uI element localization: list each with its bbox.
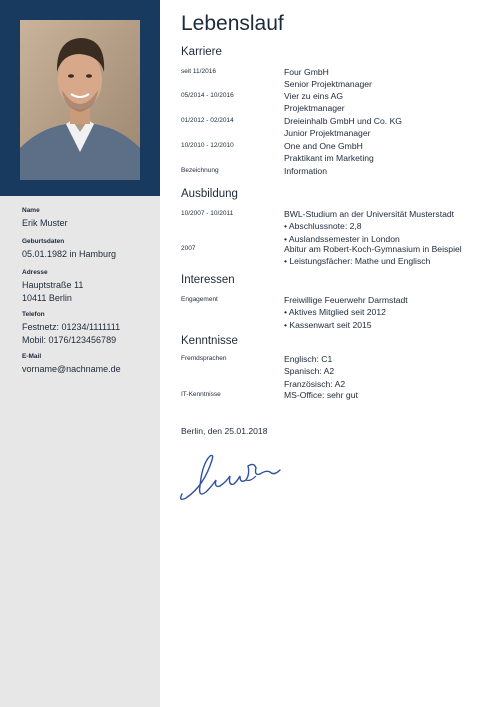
entry-line: • Kassenwart seit 2015 — [284, 319, 372, 330]
entry-line: • Leistungsfächer: Mathe und Englisch — [284, 256, 431, 267]
contact-label: Telefon — [22, 311, 45, 318]
entry-details — [284, 243, 462, 268]
entry-details — [284, 165, 327, 177]
entry-line: • Auslandssemester in London — [284, 233, 400, 244]
entry-line: • Aktives Mitglied seit 2012 — [284, 307, 386, 318]
entry-date: IT-Kenntnisse — [181, 391, 221, 398]
contact-value — [22, 279, 152, 305]
entry-line: Abitur am Robert-Koch-Gymnasium in Beispiel — [284, 244, 462, 254]
entry-line: Freiwillige Feuerwehr Darmstadt — [284, 295, 408, 305]
contact-value — [22, 321, 152, 347]
entry-date: Engagement — [181, 296, 218, 303]
entry-date: 2007 — [181, 245, 196, 252]
entry-date: 10/2007 - 10/2011 — [181, 210, 234, 217]
entry-details — [284, 389, 358, 401]
entry-line: One and One GmbH — [284, 141, 363, 151]
entry-date: 05/2014 - 10/2016 — [181, 92, 234, 99]
entry-date: Bezeichnung — [181, 167, 219, 174]
entry-line: Projektmanager — [284, 103, 345, 114]
entry-date: 10/2010 - 12/2010 — [181, 142, 234, 149]
entry-details — [284, 353, 345, 390]
contact-line: Festnetz: 01234/1111111 — [22, 322, 121, 332]
entry-date: Fremdsprachen — [181, 355, 227, 362]
entry-line: Englisch: C1 — [284, 354, 333, 364]
contact-value: 05.01.1982 in Hamburg — [22, 249, 117, 259]
entry-line: • Abschlussnote: 2,8 — [284, 221, 362, 232]
entry-line: Four GmbH — [284, 67, 329, 77]
entry-line: MS-Office: sehr gut — [284, 390, 358, 400]
section-heading-interessen: Interessen — [181, 274, 235, 286]
entry-details — [284, 294, 408, 331]
entry-details — [284, 66, 372, 91]
contact-line: 10411 Berlin — [22, 293, 72, 303]
place-date: Berlin, den 25.01.2018 — [181, 426, 268, 436]
contact-email — [22, 353, 152, 376]
contact-label: Name — [22, 207, 40, 214]
contact-birth — [22, 238, 152, 261]
entry-date: seit 11/2016 — [181, 68, 216, 75]
entry-line: BWL-Studium an der Universität Musterstadt — [284, 209, 455, 219]
contact-name — [22, 207, 152, 230]
contact-phone — [22, 311, 152, 347]
entry-details — [284, 208, 454, 245]
entry-line: Dreieinhalb GmbH und Co. KG — [284, 116, 402, 126]
contact-value: vorname@nachname.de — [22, 364, 121, 374]
page-title: Lebenslauf — [181, 12, 284, 35]
entry-details — [284, 90, 345, 115]
contact-value: Erik Muster — [22, 218, 68, 228]
section-heading-karriere: Karriere — [181, 46, 222, 58]
signature-image — [176, 446, 296, 511]
entry-line: Praktikant im Marketing — [284, 153, 374, 164]
entry-date: 01/2012 - 02/2014 — [181, 117, 234, 124]
entry-line: Information — [284, 166, 327, 176]
entry-line: Französisch: A2 — [284, 378, 346, 389]
entry-line: Senior Projektmanager — [284, 79, 372, 90]
contact-line: Mobil: 0176/123456789 — [22, 335, 117, 345]
section-heading-kenntnisse: Kenntnisse — [181, 335, 238, 347]
entry-details — [284, 140, 374, 165]
profile-photo — [20, 20, 140, 180]
contact-label: Adresse — [22, 269, 48, 276]
contact-label: Geburtsdaten — [22, 238, 65, 245]
contact-line: Hauptstraße 11 — [22, 280, 84, 290]
entry-line: Spanisch: A2 — [284, 366, 335, 377]
entry-details — [284, 115, 402, 140]
contact-address — [22, 269, 152, 305]
section-heading-ausbildung: Ausbildung — [181, 188, 238, 200]
contact-label: E-Mail — [22, 353, 42, 360]
entry-line: Vier zu eins AG — [284, 91, 344, 101]
entry-line: Junior Projektmanager — [284, 128, 371, 139]
